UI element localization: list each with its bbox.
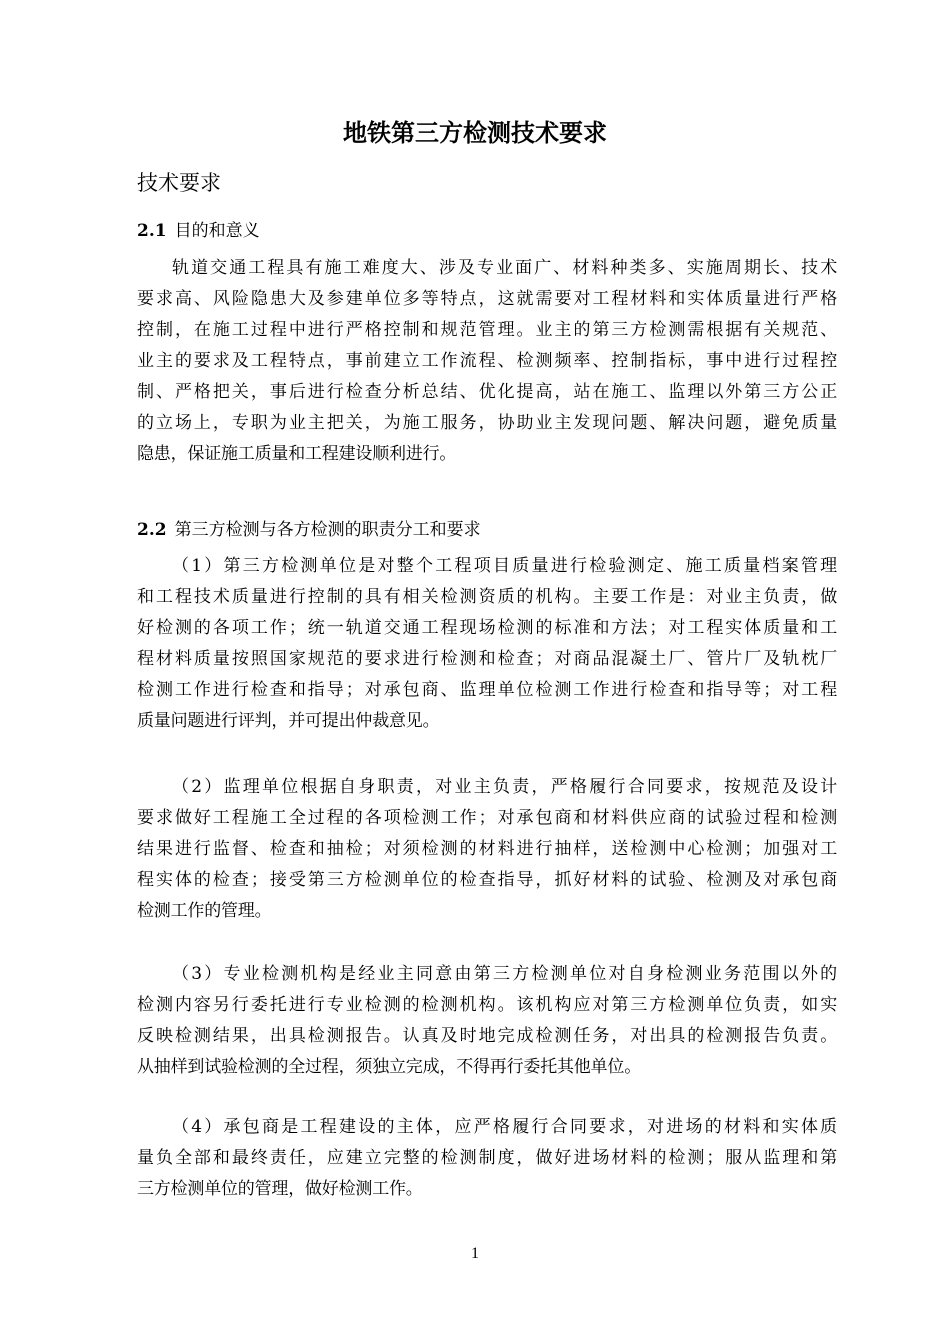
text-line: 检测工作进行检查和指导；对承包商、监理单位检测工作进行检查和指导等；对工程	[137, 680, 837, 700]
text-line: 质量问题进行评判，并可提出仲裁意见。	[137, 711, 440, 731]
text-line: 隐患，保证施工质量和工程建设顺利进行。	[137, 444, 457, 464]
text-line: 好检测的各项工作；统一轨道交通工程现场检测的标准和方法；对工程实体质量和工	[137, 618, 837, 638]
text-line: 程实体的检查；接受第三方检测单位的检查指导，抓好材料的试验、检测及对承包商	[137, 870, 837, 890]
subsection-title: 第三方检测与各方检测的职责分工和要求	[174, 520, 481, 540]
section-heading: 技术要求	[137, 171, 221, 195]
paragraph-item-3	[137, 959, 837, 1083]
subsection-number: 2.2	[137, 520, 167, 540]
paragraph-item-4	[137, 1112, 837, 1205]
text-line: 要求高、风险隐患大及参建单位多等特点，这就需要对工程材料和实体质量进行严格	[137, 289, 837, 309]
page-number: 1	[471, 1245, 479, 1262]
subsection-heading-2-1	[137, 218, 260, 244]
text-line: 控制，在施工过程中进行严格控制和规范管理。业主的第三方检测需根据有关规范、	[137, 320, 837, 340]
text-line: （2）监理单位根据自身职责，对业主负责，严格履行合同要求，按规范及设计	[172, 777, 837, 797]
text-line: （1）第三方检测单位是对整个工程项目质量进行检验测定、施工质量档案管理	[172, 556, 837, 576]
paragraph-item-1	[137, 551, 837, 737]
text-line: 结果进行监督、检查和抽检；对须检测的材料进行抽样，送检测中心检测；加强对工	[137, 839, 837, 859]
text-line: 轨道交通工程具有施工难度大、涉及专业面广、材料种类多、实施周期长、技术	[172, 258, 837, 278]
text-line: 三方检测单位的管理，做好检测工作。	[137, 1179, 423, 1199]
text-line: 检测内容另行委托进行专业检测的检测机构。该机构应对第三方检测单位负责，如实	[137, 995, 837, 1015]
document-title: 地铁第三方检测技术要求	[343, 119, 607, 147]
text-line: （4）承包商是工程建设的主体，应严格履行合同要求，对进场的材料和实体质	[172, 1117, 837, 1137]
text-line: 的立场上，专职为业主把关，为施工服务，协助业主发现问题、解决问题，避免质量	[137, 413, 837, 433]
text-line: 和工程技术质量进行控制的具有相关检测资质的机构。主要工作是：对业主负责，做	[137, 587, 837, 607]
subsection-heading-2-2	[137, 517, 481, 543]
text-line: 制、严格把关，事后进行检查分析总结、优化提高，站在施工、监理以外第三方公正	[137, 382, 837, 402]
text-line: 量负全部和最终责任，应建立完整的检测制度，做好进场材料的检测；服从监理和第	[137, 1148, 837, 1168]
text-line: 反映检测结果，出具检测报告。认真及时地完成检测任务，对出具的检测报告负责。	[137, 1026, 837, 1046]
text-line: 从抽样到试验检测的全过程，须独立完成，不得再行委托其他单位。	[137, 1057, 641, 1077]
paragraph-item-2	[137, 772, 837, 927]
text-line: 程材料质量按照国家规范的要求进行检测和检查；对商品混凝土厂、管片厂及轨枕厂	[137, 649, 837, 669]
text-line: （3）专业检测机构是经业主同意由第三方检测单位对自身检测业务范围以外的	[172, 964, 837, 984]
subsection-number: 2.1	[137, 221, 167, 241]
text-line: 检测工作的管理。	[137, 901, 272, 921]
text-line: 要求做好工程施工全过程的各项检测工作；对承包商和材料供应商的试验过程和检测	[137, 808, 837, 828]
paragraph-purpose	[137, 253, 837, 470]
text-line: 业主的要求及工程特点，事前建立工作流程、检测频率、控制指标，事中进行过程控	[137, 351, 837, 371]
subsection-title: 目的和意义	[174, 221, 260, 241]
